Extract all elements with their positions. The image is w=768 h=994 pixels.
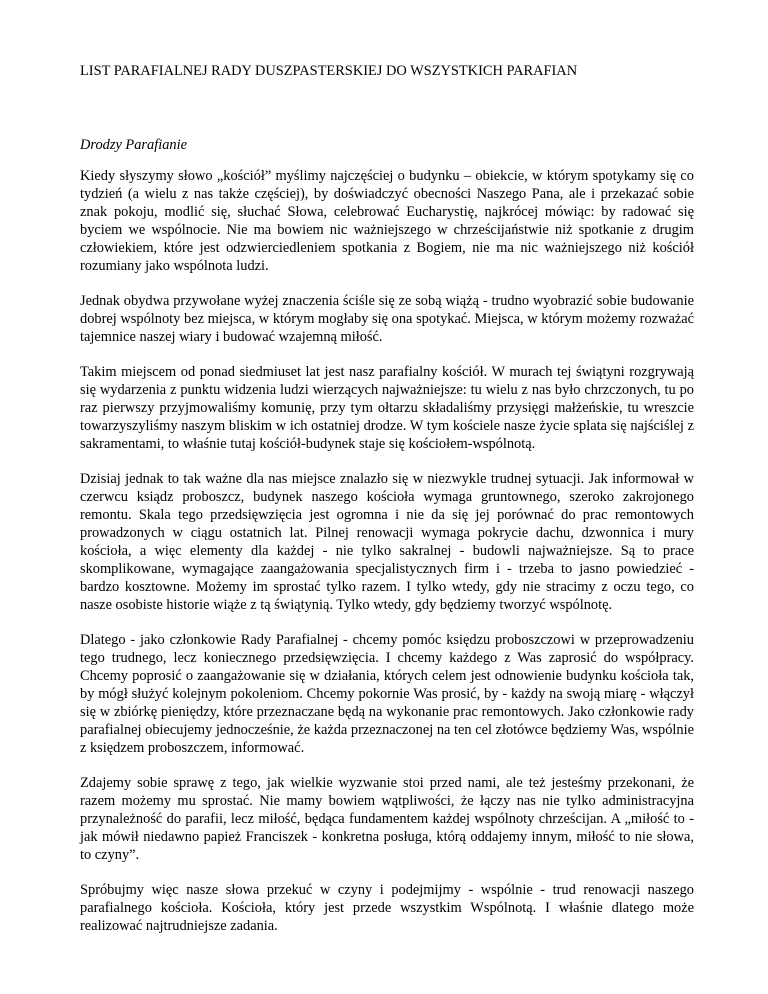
paragraph-6: Zdajemy sobie sprawę z tego, jak wielkie wyzwanie stoi przed nami, ale też jesteśmy przekonani, że razem możemy mu sprostać. Nie mamy bowiem wątpliwości, że łączy nas nie tylko administracyjna przynależność do parafii, lecz miłość, będąca fundamentem każdej wspólnoty chrześcijan. A „miłość to - jak mówił niedawno papież Franciszek - konkretna posługa, którą oddajemy innym, miłość to nie słowa, to czyny”. — [80, 775, 694, 863]
paragraph-3: Takim miejscem od ponad siedmiuset lat jest nasz parafialny kościół. W murach tej świątyni rozgrywają się wydarzenia z punktu widzenia ludzi wierzących najważniejsze: tu wielu z nas było chrzczonych, tu po raz pierwszy przyjmowaliśmy komunię, przy tym ołtarzu składaliśmy przysięgi małżeńskie, tu wreszcie towarzyszyliśmy naszym bliskim w ich ostatniej drodze. W tym kościele nasze życie splata się najściślej z sakramentami, to właśnie tutaj kościół-budynek staje się kościołem-wspólnotą. — [80, 364, 694, 452]
paragraph-7: Spróbujmy więc nasze słowa przekuć w czyny i podejmijmy - wspólnie - trud renowacji naszego parafialnego kościoła. Kościoła, który jest przede wszystkim Wspólnotą. I właśnie dlatego może realizować najtrudniejsze zadania. — [80, 882, 694, 934]
paragraph-5: Dlatego - jako członkowie Rady Parafialnej - chcemy pomóc księdzu proboszczowi w przeprowadzeniu tego trudnego, lecz koniecznego przedsięwzięcia. I chcemy każdego z Was zaprosić do współpracy. Chcemy poprosić o zaangażowanie się w działania, których celem jest odnowienie budynku kościoła tak, by mógł służyć kolejnym pokoleniom. Chcemy pokornie Was prosić, by - każdy na swoją miarę - włączył się w zbiórkę pieniędzy, które przeznaczane będą na wykonanie prac remontowych. Jako członkowie rady parafialnej obiecujemy jednocześnie, że każda przeznaczonej na ten cel złotówce będziemy Was, wspólnie z księdzem proboszczem, informować. — [80, 632, 694, 756]
letter-page — [80, 62, 694, 935]
letter-title: LIST PARAFIALNEJ RADY DUSZPASTERSKIEJ DO WSZYSTKICH PARAFIAN — [80, 63, 578, 79]
paragraph-1: Kiedy słyszymy słowo „kościół” myślimy najczęściej o budynku – obiekcie, w którym spotykamy się co tydzień (a wielu z nas także częściej), by doświadczyć obecności Naszego Pana, ale i przekazać sobie znak pokoju, modlić się, słuchać Słowa, celebrować Eucharystię, najkrócej mówiąc: by radować się byciem we wspólnocie. Nie ma bowiem nic ważniejszego w chrześcijaństwie niż spotkanie z drugim człowiekiem, które jest odzwierciedleniem spotkania z Bogiem, nie ma nic ważniejszego niż kościół rozumiany jako wspólnota ludzi. — [80, 168, 694, 274]
paragraph-4: Dzisiaj jednak to tak ważne dla nas miejsce znalazło się w niezwykle trudnej sytuacji. Jak informował w czerwcu ksiądz proboszcz, budynek naszego kościoła wymaga gruntownego, szeroko zakrojonego remontu. Skala tego przedsięwzięcia jest ogromna i nie da się jej porównać do prac remontowych prowadzonych w ciągu ostatnich lat. Pilnej renowacji wymaga pokrycie dachu, dzwonnica i mury kościoła, a więc elementy dla każdej - nie tylko sakralnej - budowli najważniejsze. Są to prace skomplikowane, wymagające zaangażowania specjalistycznych firm i - trzeba to jasno powiedzieć - bardzo kosztowne. Możemy im sprostać tylko razem. I tylko wtedy, gdy nie stracimy z oczu tego, co nasze osobiste historie wiąże z tą świątynią. Tylko wtedy, gdy będziemy tworzyć wspólnotę. — [80, 471, 694, 613]
letter-salutation: Drodzy Parafianie — [80, 137, 187, 153]
paragraph-2: Jednak obydwa przywołane wyżej znaczenia ściśle się ze sobą wiążą - trudno wyobrazić sobie budowanie dobrej wspólnoty bez miejsca, w którym mogłaby się ona spotykać. Miejsca, w którym możemy rozważać tajemnice naszej wiary i budować wzajemną miłość. — [80, 293, 694, 345]
